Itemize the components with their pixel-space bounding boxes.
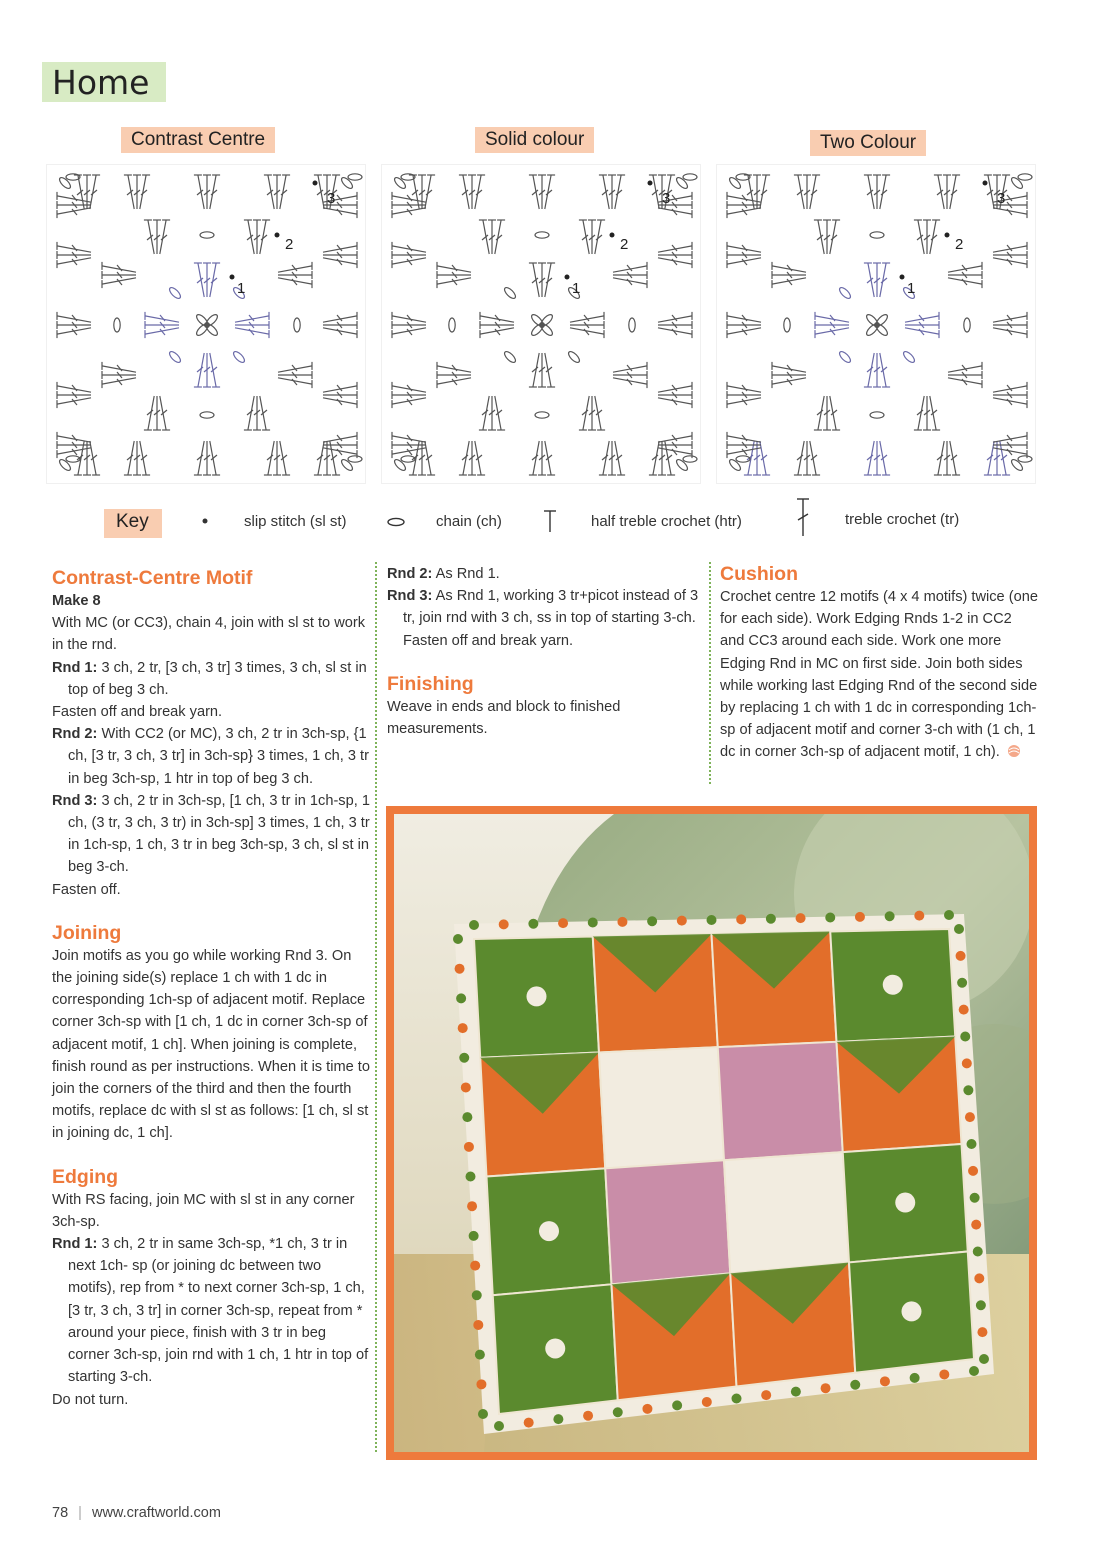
crochet-chart-two-colour [716, 164, 1036, 484]
round-number: 2 [620, 236, 629, 253]
column-2 [387, 563, 699, 740]
edging-rnd-2: Rnd 2: As Rnd 1. [387, 566, 500, 582]
fasten-off-1: Fasten off and break yarn. [52, 704, 223, 721]
motif-rnd-1: Rnd 1: 3 ch, 2 tr, [3 ch, 3 tr] 3 times, 3 ch, sl st in top of beg 3 ch. [52, 659, 367, 698]
htr-icon [542, 508, 558, 534]
round-number: 1 [237, 280, 246, 297]
column-divider-1 [375, 562, 377, 1452]
cushion-heading: Cushion [720, 563, 798, 585]
chart-label-contrast-centre: Contrast Centre [121, 127, 275, 153]
footer [52, 1505, 221, 1521]
motif-heading: Contrast-Centre Motif [52, 567, 253, 589]
round-number: 2 [955, 236, 964, 253]
edging-rnd-1: Rnd 1: 3 ch, 2 tr in same 3ch-sp, *1 ch, 3 tr in next 1ch- sp (or joining dc between two motifs), rep from * to next corner 3ch-sp, 1 ch, [3 tr, 3 ch, 3 tr] in corner 3ch-sp, repeat from * around your piece, finish with 3 tr in beg corner 3ch-sp, join rnd with 1 ch, 1 htr in top of starting 3-ch. [52, 1236, 369, 1386]
key-tag [104, 509, 162, 538]
motif-rnd-2: Rnd 2: With CC2 (or MC), 3 ch, 2 tr in 3ch-sp, {1 ch, [3 tr, 3 ch, 3 tr] in 3ch-sp} 3 times, 1 ch, 3 tr in beg 3ch-sp, 1 htr in top of beg 3 ch. [52, 726, 369, 787]
finishing-heading: Finishing [387, 672, 474, 695]
column-divider-2 [709, 562, 711, 784]
chart-label-two-colour: Two Colour [810, 130, 926, 156]
motif-rnd-3: Rnd 3: 3 ch, 2 tr in 3ch-sp, [1 ch, 3 tr in 1ch-sp, 1 ch, (3 tr, 3 ch, 3 tr) in 3ch-sp] 3 times, 1 ch, 3 tr in 1ch-sp, 1 ch, 3 tr in beg 3ch-sp, 3 ch, sl st in beg 3-ch. [52, 792, 370, 876]
finishing-text: Weave in ends and block to finished measurements. [387, 698, 621, 738]
footer-separator: | [78, 1505, 82, 1521]
joining-text: Join motifs as you go while working Rnd 3. On the joining side(s) replace 1 ch with 1 dc in corresponding 1ch-sp of adjacent motif. Replace corner 3ch-sp with [1 ch, 1 dc in corner 3ch-sp of adjacent motif, 1 ch]. When joining is complete, finish round as per instructions. When it is time to join the corners of the third and then the fourth motifs, replace dc with sl st as follows: [1 ch, sl st in joining dc, 1 ch]. [52, 947, 370, 1142]
section-title: Home [52, 63, 150, 102]
round-number: 3 [327, 190, 336, 207]
edging-heading: Edging [52, 1165, 119, 1188]
joining-heading: Joining [52, 921, 122, 944]
crochet-chart-solid-colour [381, 164, 701, 484]
cushion-photo [394, 814, 1029, 1452]
slip-stitch-icon [200, 516, 210, 526]
edging-rnd-3: Rnd 3: As Rnd 1, working 3 tr+picot instead of 3 tr, join rnd with 3 ch, ss in top of starting 3-ch. Fasten off and break yarn. [387, 588, 699, 649]
round-number: 1 [572, 280, 581, 297]
cushion-photo-frame [386, 806, 1037, 1460]
edging-intro: With RS facing, join MC with sl st in any corner 3ch-sp. [52, 1191, 355, 1230]
chart-label-solid-colour: Solid colour [475, 127, 594, 153]
key-item-treble: treble crochet (tr) [845, 511, 960, 528]
section-tag [42, 62, 166, 102]
round-number: 2 [285, 236, 294, 253]
cushion-text: Crochet centre 12 motifs (4 x 4 motifs) twice (one for each side). Work Edging Rnds 1-2 in CC2 and CC3 around each side. Work one more Edging Rnd in MC on first side. Join both sides while working last Edging Rnd of the second side by replacing 1 ch with 1 dc in corresponding 1ch-sp of adjacent motif and corner 3-ch with (1 ch, 1 dc in corner 3ch-sp of adjacent motif, 1 ch). [720, 589, 1038, 761]
round-number: 1 [907, 280, 916, 297]
key-label: Key [116, 511, 149, 532]
page-number: 78 [52, 1505, 69, 1521]
round-number: 3 [997, 190, 1006, 207]
motif-intro: With MC (or CC3), chain 4, join with sl st to work in the rnd. [52, 615, 366, 654]
crochet-chart-contrast-centre [46, 164, 366, 484]
footer-url: www.craftworld.com [91, 1505, 221, 1521]
key-item-htr: half treble crochet (htr) [591, 513, 742, 530]
chain-icon [385, 516, 407, 528]
treble-icon [795, 496, 811, 538]
key-item-slip-stitch: slip stitch (sl st) [244, 513, 347, 530]
fasten-off-2: Fasten off. [52, 881, 121, 898]
do-not-turn: Do not turn. [52, 1391, 129, 1408]
yarn-ball-icon [1007, 744, 1021, 758]
key-item-chain: chain (ch) [436, 513, 502, 530]
make-count: Make 8 [52, 593, 101, 609]
column-1 [52, 566, 370, 1411]
column-3 [720, 562, 1038, 764]
round-number: 3 [662, 190, 671, 207]
